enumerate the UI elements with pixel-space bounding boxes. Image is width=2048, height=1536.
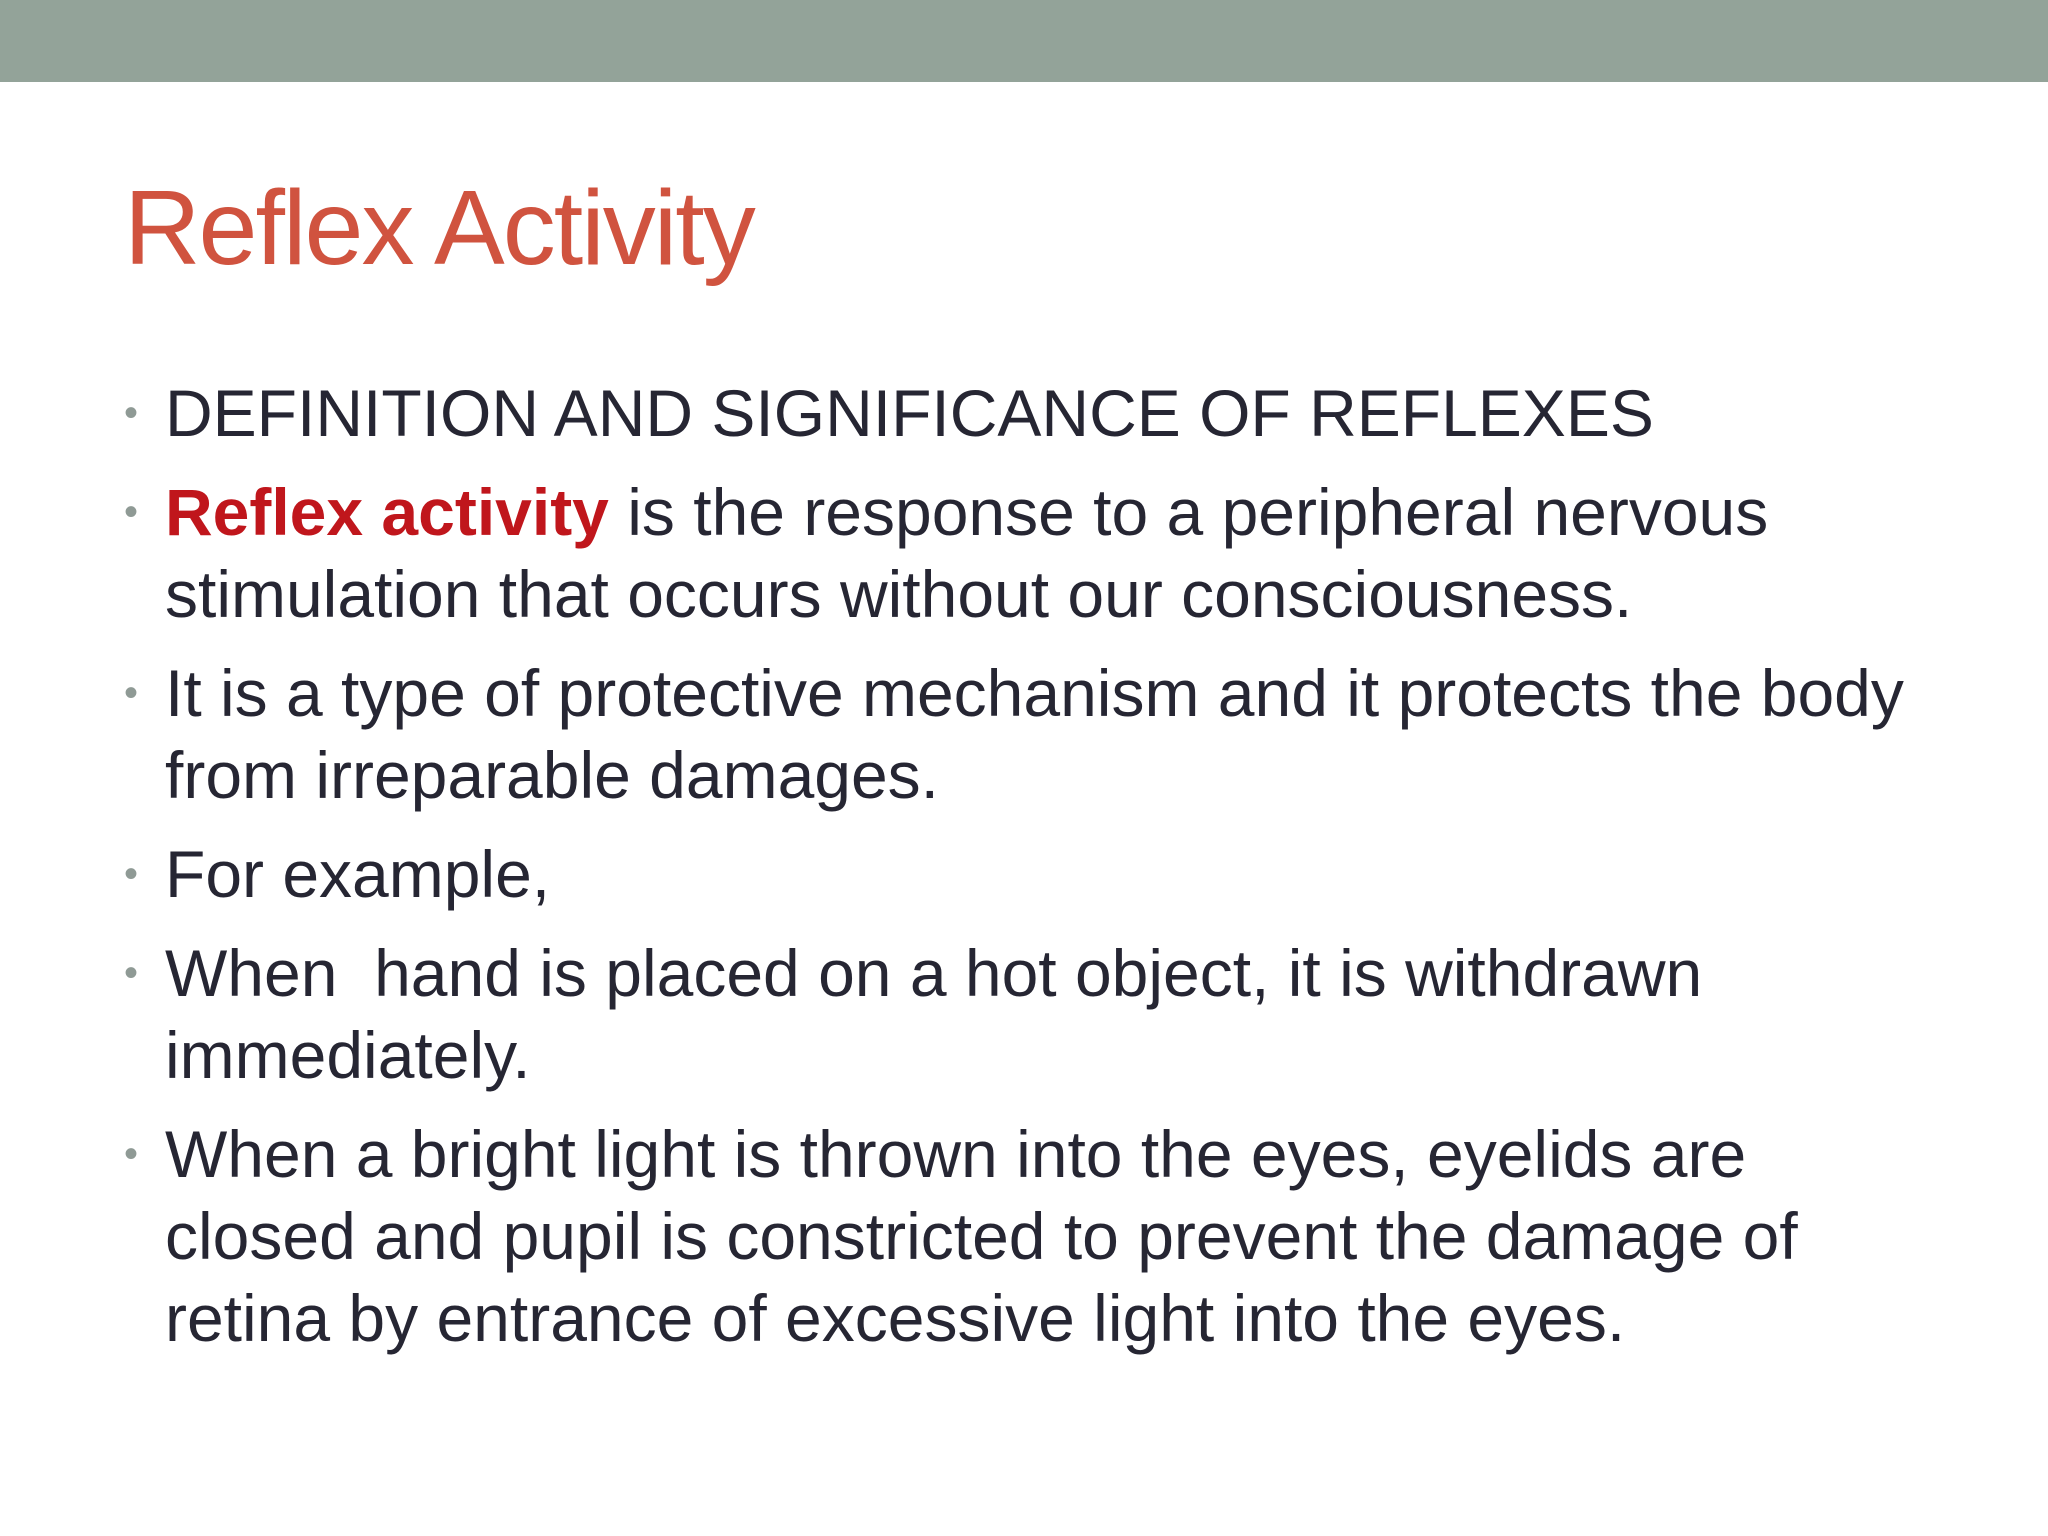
bullet-emphasis-text: Reflex activity	[165, 475, 609, 549]
bullet-text: When hand is placed on a hot object, it is withdrawn immediately.	[165, 936, 1721, 1092]
bullet-list	[124, 372, 1924, 1376]
bullet-item-reflex-activity	[124, 471, 1924, 635]
bullet-item-for-example	[124, 833, 1924, 915]
bullet-item-bright-light	[124, 1113, 1924, 1359]
top-accent-band	[0, 0, 2048, 82]
bullet-item-protective-mechanism	[124, 652, 1924, 816]
bullet-marker-icon: •	[124, 1132, 139, 1176]
slide-title: Reflex Activity	[124, 169, 754, 287]
bullet-item-hot-object	[124, 932, 1924, 1096]
bullet-item-definition	[124, 372, 1924, 454]
bullet-marker-icon: •	[124, 490, 139, 534]
bullet-marker-icon: •	[124, 671, 139, 715]
bullet-text: is the response to a peripheral nervous stimulation that occurs without our consciousness.	[165, 475, 1769, 631]
bullet-text: For example,	[165, 837, 551, 911]
bullet-text: When a bright light is thrown into the eyes, eyelids are closed and pupil is constricted to prevent the damage of retina by entrance of excessive light into the eyes.	[165, 1117, 1798, 1355]
bullet-text: It is a type of protective mechanism and it protects the body from irreparable damages.	[165, 656, 1904, 812]
bullet-marker-icon: •	[124, 391, 139, 435]
bullet-text: DEFINITION AND SIGNIFICANCE OF REFLEXES	[165, 376, 1654, 450]
bullet-marker-icon: •	[124, 951, 139, 995]
bullet-marker-icon: •	[124, 852, 139, 896]
